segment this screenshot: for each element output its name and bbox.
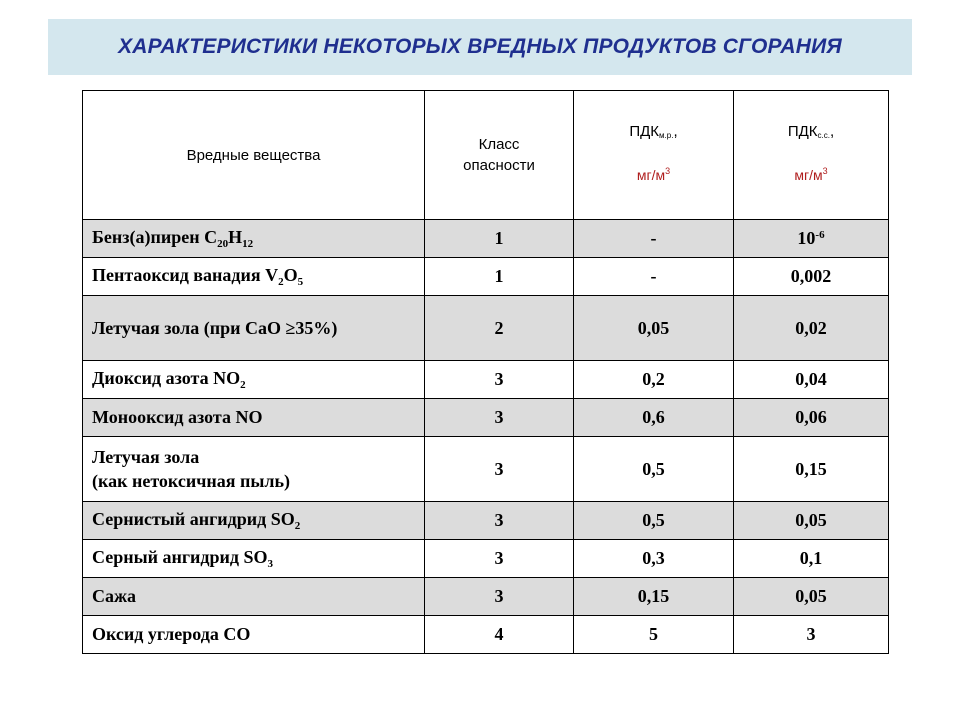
hazard-class: 3 bbox=[425, 399, 574, 437]
table-row bbox=[83, 616, 889, 654]
substance-name: Монооксид азота NO bbox=[83, 399, 425, 437]
header-class-line2: опасности bbox=[463, 157, 535, 174]
pdk-mr-value: 0,15 bbox=[574, 578, 734, 616]
hazard-class: 4 bbox=[425, 616, 574, 654]
hazard-class: 3 bbox=[425, 437, 574, 502]
table-row bbox=[83, 578, 889, 616]
table-row bbox=[83, 296, 889, 361]
substance-name: Оксид углерода CO bbox=[83, 616, 425, 654]
pdk-mr-value: 0,3 bbox=[574, 540, 734, 578]
title-banner bbox=[48, 19, 912, 75]
hazard-class: 3 bbox=[425, 361, 574, 399]
pdk-ss-value: $10^{-6}$ bbox=[734, 220, 889, 258]
substance-name: Сернистый ангидрид $SO_2$ bbox=[83, 502, 425, 540]
table-row bbox=[83, 361, 889, 399]
hazard-class: 1 bbox=[425, 258, 574, 296]
pdk-ss-value: 0,06 bbox=[734, 399, 889, 437]
substance-name: Пентаоксид ванадия $V_2O_5$ bbox=[83, 258, 425, 296]
pdk-mr-value: 0,5 bbox=[574, 502, 734, 540]
table-row bbox=[83, 258, 889, 296]
pdk-ss-value: 3 bbox=[734, 616, 889, 654]
table-row bbox=[83, 502, 889, 540]
header-pdk-mr bbox=[574, 91, 734, 220]
table-row bbox=[83, 399, 889, 437]
pdk-ss-value: 0,1 bbox=[734, 540, 889, 578]
pdk-ss-value: 0,04 bbox=[734, 361, 889, 399]
substance-name: Летучая зола (при CaO ≥35%) bbox=[83, 296, 425, 361]
header-row bbox=[83, 91, 889, 220]
header-substances: Вредные вещества bbox=[83, 91, 425, 220]
header-pdk-ss bbox=[734, 91, 889, 220]
hazard-class: 3 bbox=[425, 502, 574, 540]
pdk-ss-value: 0,15 bbox=[734, 437, 889, 502]
pdk-mr-label: $ПДК_{м.р.}$, bbox=[629, 123, 678, 140]
hazard-class: 1 bbox=[425, 220, 574, 258]
pdk-ss-value: 0,002 bbox=[734, 258, 889, 296]
table-row bbox=[83, 437, 889, 502]
substance-name: Серный ангидрид $SO_3$ bbox=[83, 540, 425, 578]
pdk-ss-value: 0,02 bbox=[734, 296, 889, 361]
pdk-mr-value: 0,2 bbox=[574, 361, 734, 399]
pdk-mr-value: - bbox=[574, 220, 734, 258]
table-row bbox=[83, 540, 889, 578]
header-class-line1: Класс bbox=[478, 136, 520, 153]
pdk-mr-value: 0,05 bbox=[574, 296, 734, 361]
hazard-table bbox=[82, 90, 889, 654]
pdk-ss-unit: $мг/м^3$ bbox=[794, 166, 828, 183]
substance-name: Бенз(а)пирен $C_{20}H_{12}$ bbox=[83, 220, 425, 258]
pdk-ss-label: $ПДК_{с.с.}$, bbox=[787, 123, 835, 140]
pdk-mr-value: 5 bbox=[574, 616, 734, 654]
page-title: ХАРАКТЕРИСТИКИ НЕКОТОРЫХ ВРЕДНЫХ ПРОДУКТОВ СГОРАНИЯ bbox=[118, 35, 842, 58]
pdk-mr-value: 0,5 bbox=[574, 437, 734, 502]
hazard-class: 2 bbox=[425, 296, 574, 361]
pdk-ss-value: 0,05 bbox=[734, 502, 889, 540]
hazard-class: 3 bbox=[425, 540, 574, 578]
substance-name: Летучая зола (как нетоксичная пыль) bbox=[83, 437, 425, 502]
pdk-ss-value: 0,05 bbox=[734, 578, 889, 616]
substance-name: Сажа bbox=[83, 578, 425, 616]
substance-name: Диоксид азота $NO_2$ bbox=[83, 361, 425, 399]
hazard-class: 3 bbox=[425, 578, 574, 616]
pdk-mr-value: - bbox=[574, 258, 734, 296]
header-hazard-class bbox=[425, 91, 574, 220]
table-row bbox=[83, 220, 889, 258]
pdk-mr-value: 0,6 bbox=[574, 399, 734, 437]
pdk-mr-unit: $мг/м^3$ bbox=[636, 166, 671, 183]
